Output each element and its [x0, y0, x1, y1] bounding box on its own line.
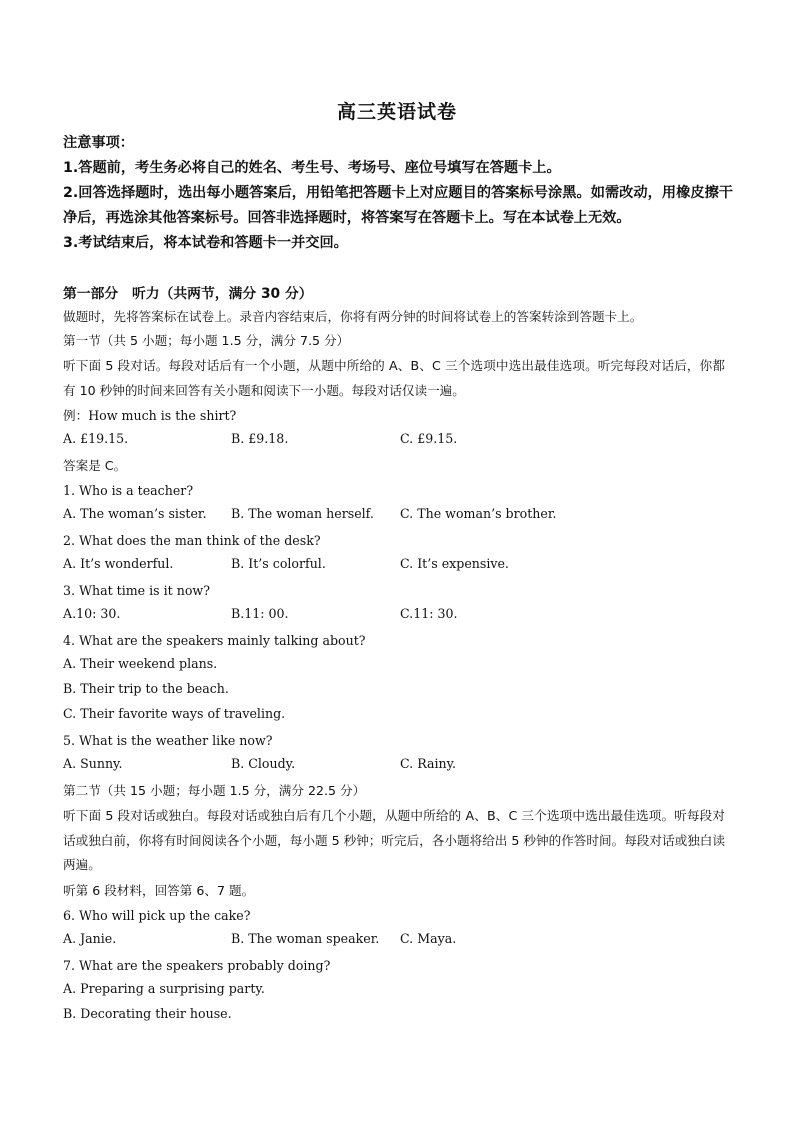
question-2-option-c: C. It’s expensive.: [400, 556, 509, 571]
part1-heading: 第一部分 听力（共两节，满分 30 分）: [63, 286, 313, 302]
question-2-option-a: A. It’s wonderful.: [63, 556, 174, 571]
section1-instruction: 听下面 5 段对话。每段对话后有一个小题，从题中所给的 A、B、C 三个选项中选出最佳选项。听完每段对话后，你都有 10 秒钟的时间来回答有关小题和阅读下一小题。每段对话仅读一遍。: [63, 358, 725, 398]
question-5-option-b: B. Cloudy.: [231, 756, 296, 771]
question-2-option-b: B. It’s colorful.: [231, 556, 326, 571]
question-5-stem: 5. What is the weather like now?: [63, 733, 273, 748]
question-3-stem: 3. What time is it now?: [63, 583, 210, 598]
page-title: 高三英语试卷: [336, 101, 457, 123]
question-3-option-b: B.11: 00.: [231, 606, 289, 621]
notice-block: [63, 131, 733, 256]
question-1-stem: 1. Who is a teacher?: [63, 483, 194, 498]
section2-instruction: 听下面 5 段对话或独白。每段对话或独白后有几个小题，从题中所给的 A、B、C 三个选项中选出最佳选项。听每段对话或独白前，你将有时间阅读各个小题，每小题 5 秒钟；听完后，各小题将给出 5 秒钟的作答时间。每段对话或独白读两遍。: [63, 808, 725, 873]
material-6-note: 听第 6 段材料，回答第 6、7 题。: [63, 883, 255, 898]
example-option-c: C. £9.15.: [400, 431, 458, 446]
question-5-option-a: A. Sunny.: [63, 756, 123, 771]
question-3-option-c: C.11: 30.: [400, 606, 458, 621]
question-2-stem: 2. What does the man think of the desk?: [63, 533, 321, 548]
question-4-option-b: B. Their trip to the beach.: [63, 681, 229, 696]
example-answer: 答案是 C。: [63, 458, 127, 473]
part1-instruction: 做题时，先将答案标在试卷上。录音内容结束后，你将有两分钟的时间将试卷上的答案转涂到答题卡上。: [63, 309, 643, 324]
question-6-option-a: A. Janie.: [63, 931, 117, 946]
question-5-option-c: C. Rainy.: [400, 756, 457, 771]
question-4-option-c: C. Their favorite ways of traveling.: [63, 706, 286, 721]
question-3-option-a: A.10: 30.: [63, 606, 121, 621]
example-option-a: A. £19.15.: [63, 431, 129, 446]
question-7-stem: 7. What are the speakers probably doing?: [63, 958, 331, 973]
notice-item-3: 3.考试结束后，将本试卷和答题卡一并交回。: [63, 235, 348, 251]
example-question: 例：How much is the shirt?: [63, 408, 237, 423]
section1-heading: 第一节（共 5 小题；每小题 1.5 分，满分 7.5 分）: [63, 333, 350, 348]
notice-heading: 注意事项：: [63, 135, 134, 151]
question-4-option-a: A. Their weekend plans.: [63, 656, 218, 671]
question-4-stem: 4. What are the speakers mainly talking about?: [63, 633, 366, 648]
notice-item-1: 1.答题前，考生务必将自己的姓名、考生号、考场号、座位号填写在答题卡上。: [63, 160, 561, 176]
question-1-option-b: B. The woman herself.: [231, 506, 374, 521]
question-7-option-b: B. Decorating their house.: [63, 1006, 232, 1021]
section2-heading: 第二节（共 15 小题；每小题 1.5 分，满分 22.5 分）: [63, 783, 366, 798]
question-6-option-c: C. Maya.: [400, 931, 457, 946]
question-1-option-a: A. The woman’s sister.: [63, 506, 207, 521]
notice-item-2: 2.回答选择题时，选出每小题答案后，用铅笔把答题卡上对应题目的答案标号涂黑。如需改动，用橡皮擦干净后，再选涂其他答案标号。回答非选择题时，将答案写在答题卡上。写在本试卷上无效。: [63, 185, 733, 226]
question-6-option-b: B. The woman speaker.: [231, 931, 380, 946]
question-6-stem: 6. Who will pick up the cake?: [63, 908, 251, 923]
example-option-b: B. £9.18.: [231, 431, 289, 446]
question-7-option-a: A. Preparing a surprising party.: [63, 981, 265, 996]
question-1-option-c: C. The woman’s brother.: [400, 506, 557, 521]
